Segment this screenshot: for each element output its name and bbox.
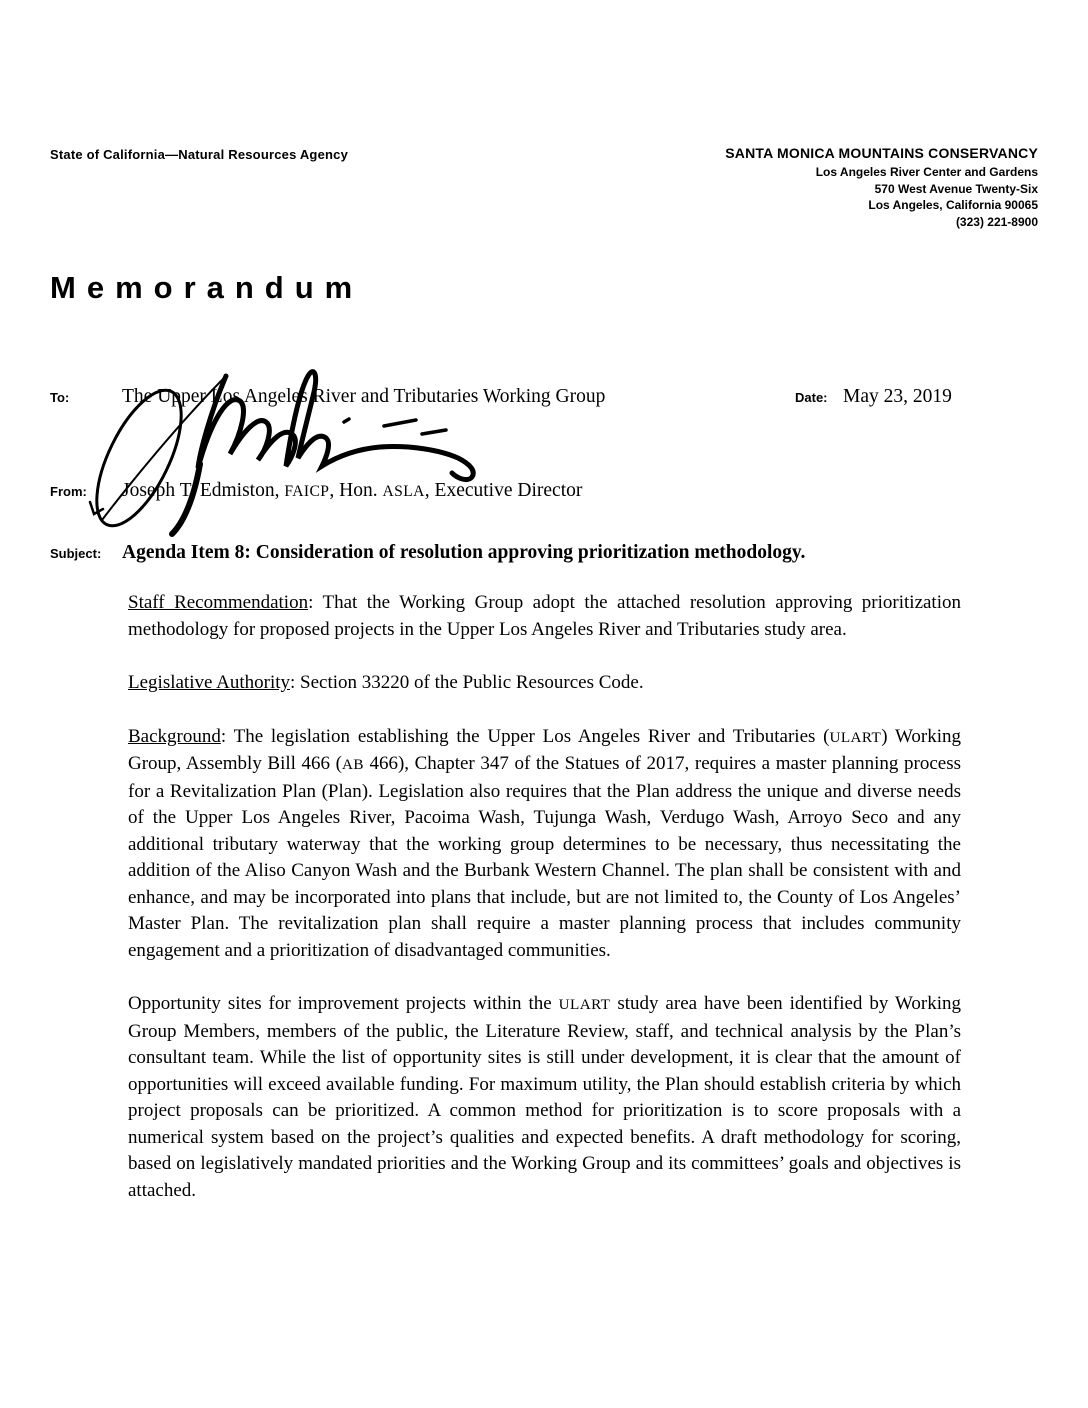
date-label: Date: bbox=[795, 390, 828, 405]
paragraph-legislative-authority: Legislative Authority: Section 33220 of the Public Resources Code. bbox=[128, 672, 644, 693]
address-line-1: Los Angeles River Center and Gardens bbox=[815, 165, 1038, 179]
subject-value: Agenda Item 8: Consideration of resolution approving prioritization methodology. bbox=[122, 542, 806, 563]
to-label: To: bbox=[50, 390, 70, 405]
date-value: May 23, 2019 bbox=[843, 386, 952, 407]
address-line-3: Los Angeles, California 90065 bbox=[868, 198, 1038, 212]
phone-number: (323) 221-8900 bbox=[955, 214, 1038, 229]
to-row bbox=[50, 386, 1038, 408]
paragraph-opportunity-sites: Opportunity sites for improvement projects within the ULART study area have been identified by Working Group Members, members of the public, the Literature Review, staff, and technical analysis by the Plan’s consultant team. While the list of opportunity sites is still under development, it is clear that the amount of opportunities will exceed available funding. For maximum utility, the Plan should establish criteria by which project proposals can be prioritized. A common method for prioritization is to score proposals with a numerical system based on the project’s qualities and expected benefits. A draft methodology for scoring, based on legislatively mandated priorities and the Working Group and its committees’ goals and objectives is attached. bbox=[128, 993, 961, 1201]
letterhead bbox=[50, 145, 1038, 230]
memo-body bbox=[128, 590, 961, 1204]
subject-label: Subject: bbox=[50, 546, 102, 561]
agency-line: State of California—Natural Resources Agency bbox=[50, 147, 349, 162]
org-name: SANTA MONICA MOUNTAINS CONSERVANCY bbox=[725, 145, 1038, 161]
address-line-2: 570 West Avenue Twenty-Six bbox=[874, 181, 1038, 196]
subject-row bbox=[50, 542, 1038, 564]
paragraph-staff-recommendation: Staff Recommendation: That the Working Group adopt the attached resolution approving prioritization methodology for proposed projects in the Upper Los Angeles River and Tributaries study area. bbox=[128, 592, 961, 640]
paragraph-background: Background: The legislation establishing the Upper Los Angeles River and Tributaries (ULART) Working Group, Assembly Bill 466 (AB 466), Chapter 347 of the Statues of 2017, requires a master planning process for a Revitalization Plan (Plan). Legislation also requires that the Plan address the unique and diverse needs of the Upper Los Angeles River, Pacoima Wash, Tujunga Wash, Verdugo Wash, Arroyo Seco and any additional tributary waterway that the working group determines to be necessary, thus necessitating the addition of the Aliso Canyon Wash and the Burbank Western Channel. The plan shall be consistent with and enhance, and may be incorporated into plans that include, but are not limited to, the County of Los Angeles’ Master Plan. The revitalization plan shall require a master planning process that includes community engagement and a prioritization of disadvantaged communities. bbox=[128, 725, 961, 961]
from-label: From: bbox=[50, 484, 87, 499]
from-row bbox=[50, 480, 1038, 502]
from-value: Joseph T. Edmiston, FAICP, Hon. ASLA, Executive Director bbox=[122, 480, 583, 501]
org-address-block bbox=[725, 145, 1038, 230]
to-value: The Upper Los Angeles River and Tributaries Working Group bbox=[122, 386, 606, 407]
memo-title: Memorandum bbox=[50, 270, 364, 305]
